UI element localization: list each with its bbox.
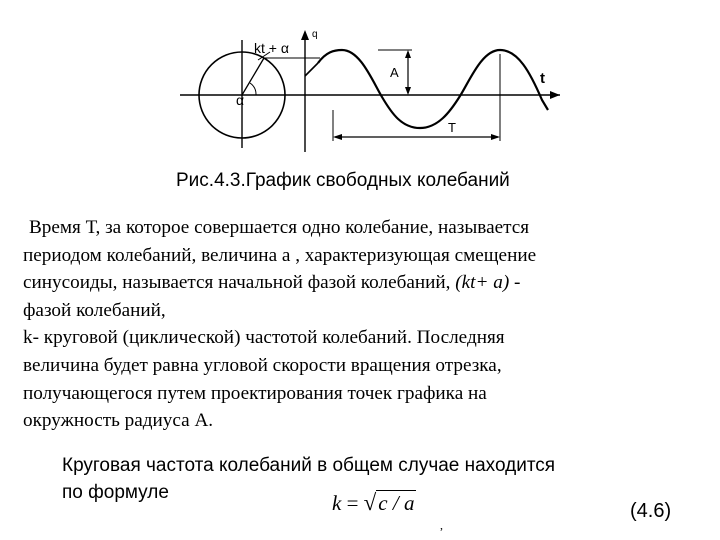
amplitude-label: A <box>390 65 399 80</box>
alpha-angle-arc <box>250 83 256 95</box>
paragraph-text: - <box>509 272 521 294</box>
paragraph-text: синусоиды, называется начальной фазой колебаний, <box>23 272 456 294</box>
period-arrow-left <box>333 134 342 140</box>
amplitude-arrow-bottom <box>405 87 411 95</box>
comma-mark: , <box>440 518 443 532</box>
paragraph-line: периодом колебаний, величина а , характеризующая смещение <box>23 244 537 266</box>
radical-sign: √ <box>363 490 377 515</box>
formula-intro-line: Круговая частота колебаний в общем случае находится <box>62 455 556 476</box>
paragraph-line <box>23 269 713 297</box>
period-arrow-right <box>491 134 500 140</box>
formula-lhs: k <box>332 491 342 515</box>
alpha-label: α <box>236 92 245 108</box>
paragraph-line: фазой колебаний, <box>23 299 166 321</box>
paragraph-line: Время Т, за которое совершается одно колебание, называется <box>29 217 530 238</box>
phase-expression: (kt+ a) <box>455 272 510 294</box>
formula-intro-line: по формуле <box>62 482 169 503</box>
paragraph-line: k- круговой (циклической) частотой колебаний. Последняя <box>23 327 505 349</box>
paragraph-line: окружность радиуса А. <box>23 410 214 432</box>
phase-radius <box>242 58 264 95</box>
formula-radicand: c / a <box>378 491 415 515</box>
sine-curve <box>318 50 548 128</box>
t-axis-label: t <box>540 70 545 87</box>
figure-caption: Рис.4.3.График свободных колебаний <box>176 170 510 191</box>
amplitude-arrow-top <box>405 50 411 58</box>
curve-start-hook <box>305 63 318 76</box>
period-label: T <box>448 120 456 135</box>
paragraph-line: величина будет равна угловой скорости вращения отрезка, <box>23 354 502 376</box>
frequency-formula <box>332 490 416 516</box>
formula-equals: = <box>341 491 364 515</box>
q-axis-label: q <box>312 29 318 40</box>
oscillation-figure <box>0 0 720 160</box>
paragraph-line: получающегося путем проектирования точек графика на <box>23 382 487 404</box>
phase-label: kt + α <box>254 40 289 56</box>
definition-paragraph <box>23 214 713 435</box>
equation-number: (4.6) <box>630 500 672 522</box>
q-axis-arrowhead <box>301 30 309 40</box>
t-axis-arrowhead <box>550 91 560 99</box>
